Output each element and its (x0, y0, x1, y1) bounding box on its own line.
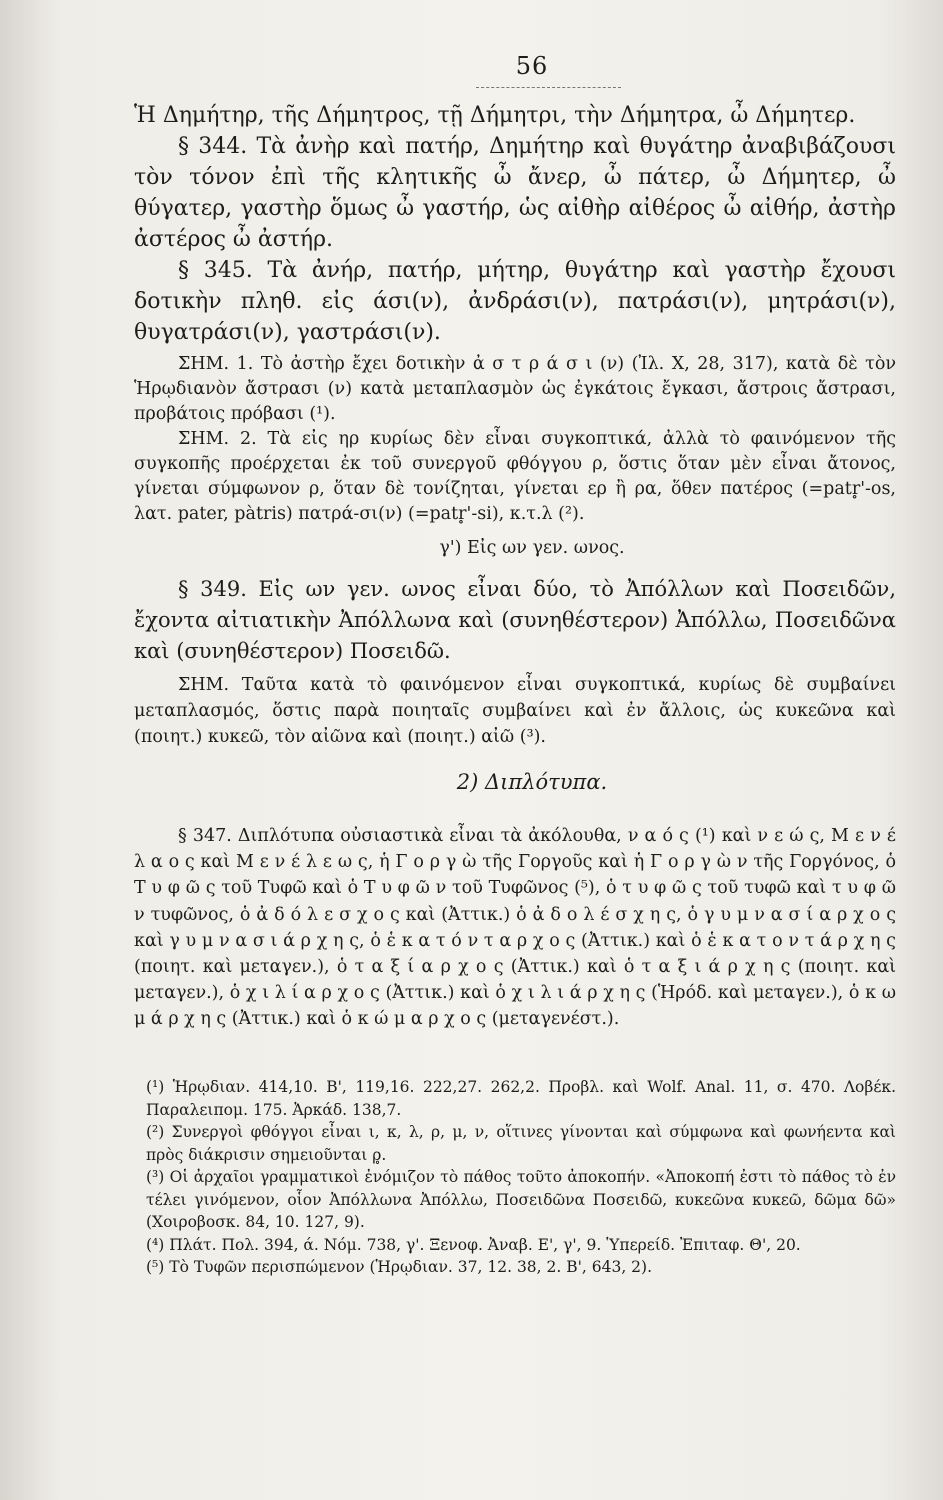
note-1: ΣΗΜ. 1. Τὸ ἀστὴρ ἔχει δοτικὴν ἀ σ τ ρ ά σ ι (ν) (Ἰλ. Χ, 28, 317), κατὰ δὲ τὸν Ἡρῳδιανὸν ἄστρασι (ν) κατὰ μεταπλασμὸν ὡς ἐγκάτοις ἔγκασι, ἄστροις ἄστρασι, προβάτοις πρόβασι (¹). (134, 354, 896, 424)
page-number: 56 (515, 52, 549, 80)
paragraph-344: § 344. Τὰ ἀνὴρ καὶ πατήρ, Δημήτηρ καὶ θυγάτηρ ἀναβιβάζουσι τὸν τόνον ἐπὶ τῆς κλητικῆς ὦ ἄνερ, ὦ πάτερ, ὦ Δήμητερ, ὦ θύγατερ, γαστὴρ ὅμως ὦ γαστήρ, ὡς αἰθὴρ αἰθέρος ὦ αἰθήρ, ἀστὴρ ἀστέρος ὦ ἀστήρ. (134, 134, 896, 252)
main-text-block (134, 100, 896, 348)
section-347 (134, 823, 896, 1033)
note-3: ΣΗΜ. Ταῦτα κατὰ τὸ φαινόμενον εἶναι συγκοπτικά, κυρίως δὲ συμβαίνει μεταπλασμός, ὅστις παρὰ ποιηταῖς συμβαίνει καὶ ἐν ἄλλοις, ὡς κυκεῶνα καὶ (ποιητ.) κυκεῶ, τὸν αἰῶνα καὶ (ποιητ.) αἰῶ (³). (134, 675, 896, 747)
paragraph-349: § 349. Εἰς ων γεν. ωνος εἶναι δύο, τὸ Ἀπόλλων καὶ Ποσειδῶν, ἔχοντα αἰτιατικὴν Ἀπόλλωνα καὶ (συνηθέστερον) Ἀπόλλω, Ποσειδῶνα καὶ (συνηθέστερον) Ποσειδῶ. (134, 577, 896, 663)
footnote-4: (⁴) Πλάτ. Πολ. 394, ά. Νόμ. 738, γ'. Ξενοφ. Ἀναβ. Ε', γ', 9. Ὑπερείδ. Ἐπιταφ. Θ', 20. (146, 1235, 801, 1254)
subheading-diplotypa: 2) Διπλότυπα. (456, 770, 608, 794)
footnote-5: (⁵) Τὸ Τυφῶν περισπώμενον (Ἡρῳδιαν. 37, 12. 38, 2. Β', 643, 2). (146, 1258, 653, 1276)
section-349 (134, 574, 896, 667)
footnotes (146, 1076, 896, 1279)
footnote-2: (²) Συνεργοὶ φθόγγοι εἶναι ι, κ, λ, ρ, μ, ν, οἵτινες γίνονται καὶ σύμφωνα καὶ φωνήεντα καὶ πρὸς διάκρισιν σημειοῦνται ρ̥. (146, 1123, 896, 1164)
note-2: ΣΗΜ. 2. Τὰ εἰς ηρ κυρίως δὲν εἶναι συγκοπτικά, ἀλλὰ τὸ φαινόμενον τῆς συγκοπῆς προέρχεται ἐκ τοῦ συνεργοῦ φθόγγου ρ, ὅστις ὅταν μὲν εἶναι ἄτονος, γίνεται σύμφωνον ρ, ὅταν δὲ τονίζηται, γίνεται ερ ἢ ρα, ὅθεν πατέρος (=patr̥'-os, λατ. pater, pàtris) πατρά-σι(ν) (=patr̥'-si), κ.τ.λ (²). (134, 429, 896, 524)
header-rule (476, 87, 621, 88)
note-block-3 (134, 672, 896, 750)
footnote-3: (³) Οἱ ἀρχαῖοι γραμματικοὶ ἐνόμιζον τὸ πάθος τοῦτο ἀποκοπήν. «Ἀποκοπή ἐστι τὸ πάθος τὸ ἐν τέλει γινόμενον, οἷον Ἀπόλλωνα Ἀπόλλω, Ποσειδῶνα Ποσειδῶ, κυκεῶνα κυκεῶ, δῶμα δῶ» (Χοιροβοσκ. 84, 10. 127, 9). (146, 1168, 896, 1231)
paragraph-347: § 347. Διπλότυπα οὐσιαστικὰ εἶναι τὰ ἀκόλουθα, ν α ό ς (¹) καὶ ν ε ώ ς, Μ ε ν έ λ α ο ς καὶ Μ ε ν έ λ ε ω ς, ἡ Γ ο ρ γ ὼ τῆς Γοργοῦς καὶ ἡ Γ ο ρ γ ὼ ν τῆς Γοργόνος, ὁ Τ υ φ ῶ ς τοῦ Τυφῶ καὶ ὁ Τ υ φ ῶ ν τοῦ Τυφῶνος (⁵), ὁ τ υ φ ῶ ς τοῦ τυφῶ καὶ τ υ φ ῶ ν τυφῶνος, ὁ ἀ δ ό λ ε σ χ ο ς καὶ (Ἀττικ.) ὁ ἀ δ ο λ έ σ χ η ς, ὁ γ υ μ ν α σ ί α ρ χ ο ς καὶ γ υ μ ν α σ ι ά ρ χ η ς, ὁ ἑ κ α τ ό ν τ α ρ χ ο ς (Ἀττικ.) καὶ ὁ ἑ κ α τ ο ν τ ά ρ χ η ς (ποιητ. καὶ μεταγεν.), ὁ τ α ξ ί α ρ χ ο ς (Ἀττικ.) καὶ ὁ τ α ξ ι ά ρ χ η ς (ποιητ. καὶ μεταγεν.), ὁ χ ι λ ί α ρ χ ο ς (Ἀττικ.) καὶ ὁ χ ι λ ι ά ρ χ η ς (Ἡρόδ. καὶ μεταγεν.), ὁ κ ω μ ά ρ χ η ς (Ἀττικ.) καὶ ὁ κ ώ μ α ρ χ ο ς (μεταγενέστ.). (134, 826, 896, 1030)
paragraph-declension: Ἡ Δημήτηρ, τῆς Δήμητρος, τῇ Δήμητρι, τὴν Δήμητρα, ὦ Δήμητερ. (134, 103, 856, 128)
subheading-gamma: γ') Εἰς ων γεν. ωνος. (439, 538, 625, 558)
footnote-1: (¹) Ἡρῳδιαν. 414,10. Β', 119,16. 222,27. 262,2. Προβλ. καὶ Wolf. Anal. 11, σ. 470. Λοβέκ. Παραλειπομ. 175. Ἀρκάδ. 138,7. (146, 1078, 896, 1119)
notes-block (134, 352, 896, 527)
paragraph-345: § 345. Τὰ ἀνήρ, πατήρ, μήτηρ, θυγάτηρ καὶ γαστὴρ ἔχουσι δοτικὴν πληθ. εἰς άσι(ν), ἀνδράσι(ν), πατράσι(ν), μητράσι(ν), θυγατράσι(ν), γαστράσι(ν). (134, 258, 896, 345)
